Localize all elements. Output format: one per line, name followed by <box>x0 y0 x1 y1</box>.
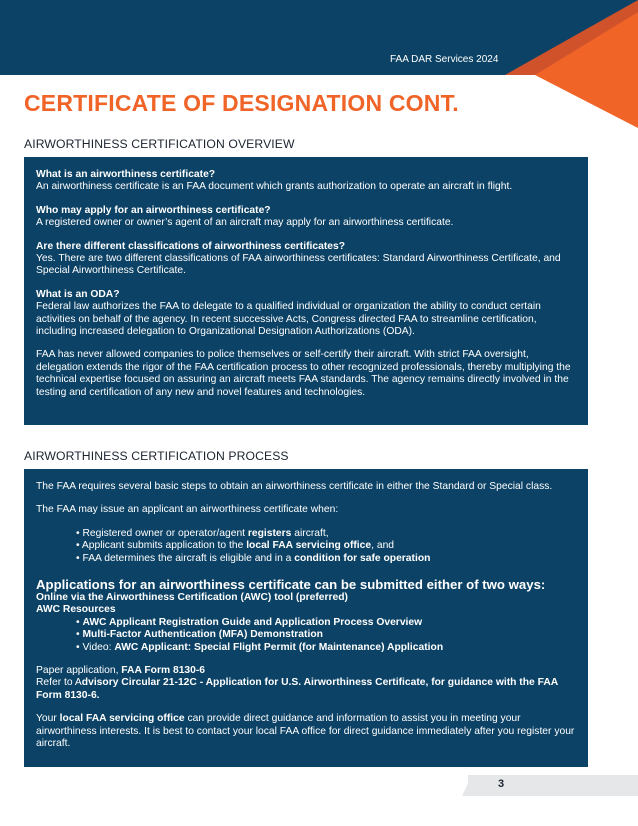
paper-application: Paper application, FAA Form 8130-6 <box>36 665 206 677</box>
step-keyword: registers <box>247 527 292 539</box>
question: Who may apply for an airworthiness certificate? <box>36 204 271 216</box>
process-closing: Your local FAA servicing office can provide direct guidance and information to assist you in meeting your airworthiness interests. It is best to contact your local FAA office for direct guidance immediately after you register your aircraft. <box>36 713 575 750</box>
qa-item <box>36 241 576 278</box>
advisory-link[interactable]: dvisory Circular 21-12C - Application for U.S. Airworthiness Certificate, for guidance with the FAA Form 8130-6. <box>36 677 558 701</box>
answer: An airworthiness certificate is an FAA document which grants authorization to operate an aircraft in flight. <box>36 181 513 193</box>
answer: Yes. There are two different classifications of FAA airworthiness certificates: Standard Airworthiness Certificate, and Special Airworthiness Certificate. <box>36 253 561 277</box>
header-label: FAA DAR Services 2024 <box>390 54 499 65</box>
question: Are there different classifications of airworthiness certificates? <box>36 240 346 252</box>
resource-link[interactable]: AWC Applicant Registration Guide and Application Process Overview <box>82 616 423 628</box>
office-link[interactable]: local FAA servicing office <box>59 713 185 725</box>
process-panel <box>24 469 588 767</box>
process-heading: AIRWORTHINESS CERTIFICATION PROCESS <box>24 449 289 463</box>
answer: Federal law authorizes the FAA to delegate to a qualified individual or organization the ability to conduct certain activities on behalf of the agency. In recent successive Acts, Congress directed FAA to streamline certification, including increased delegation to Organizational Designation Authorizations (ODA). <box>36 301 541 338</box>
qa-item <box>36 205 576 230</box>
list-item: • FAA determines the aircraft is eligible and in a condition for safe operation <box>76 552 431 564</box>
overview-closing: FAA has never allowed companies to police themselves or self-certify their aircraft. With strict FAA oversight, delegation extends the rigor of the FAA certification process to other recognized professionals, thereby multiplying the technical expertise focused on assuring an aircraft meets FAA standards. The agency remains directly involved in the testing and certification of any new and novel features and technologies. <box>36 349 571 398</box>
list-item: • AWC Applicant Registration Guide and Application Process Overview <box>76 616 423 628</box>
footer-bar <box>468 775 638 796</box>
list-item: • Multi-Factor Authentication (MFA) Demonstration <box>76 629 323 641</box>
process-when: The FAA may issue an applicant an airworthiness certificate when: <box>36 504 339 516</box>
list-item: • Registered owner or operator/agent registers aircraft, <box>76 527 329 539</box>
question: What is an airworthiness certificate? <box>36 169 216 180</box>
step-link[interactable]: local FAA servicing office <box>246 540 372 552</box>
ways-heading: Applications for an airworthiness certificate can be submitted either of two ways: <box>36 577 546 593</box>
resource-link[interactable]: AWC Applicant: Special Flight Permit (for Maintenance) Application <box>114 641 444 653</box>
qa-item <box>36 289 576 339</box>
qa-item <box>36 169 576 194</box>
online-option-link[interactable]: Online via the Airworthiness Certification (AWC) tool (preferred) <box>36 592 348 604</box>
page-number: 3 <box>498 778 505 790</box>
list-item: • Applicant submits application to the local FAA servicing office, and <box>76 540 395 552</box>
step-keyword: condition for safe operation <box>294 552 431 564</box>
answer: A registered owner or owner’s agent of an aircraft may apply for an airworthiness certificate. <box>36 217 454 229</box>
resources-label: AWC Resources <box>36 604 116 616</box>
form-link[interactable]: FAA Form 8130-6 <box>121 665 206 677</box>
resources-list <box>36 617 576 654</box>
overview-heading: AIRWORTHINESS CERTIFICATION OVERVIEW <box>24 137 295 151</box>
resource-link[interactable]: Multi-Factor Authentication (MFA) Demonstration <box>82 629 323 641</box>
overview-panel <box>24 157 588 425</box>
steps-list <box>36 528 576 565</box>
question: What is an ODA? <box>36 288 120 300</box>
process-intro: The FAA requires several basic steps to obtain an airworthiness certificate in either the Standard or Special class. <box>36 481 553 492</box>
advisory-reference: Refer to Advisory Circular 21-12C - Application for U.S. Airworthiness Certificate, for guidance with the FAA Form 8130-6. <box>36 677 558 701</box>
list-item: • Video: AWC Applicant: Special Flight Permit (for Maintenance) Application <box>76 641 444 653</box>
page-title: CERTIFICATE OF DESIGNATION CONT. <box>24 90 459 116</box>
